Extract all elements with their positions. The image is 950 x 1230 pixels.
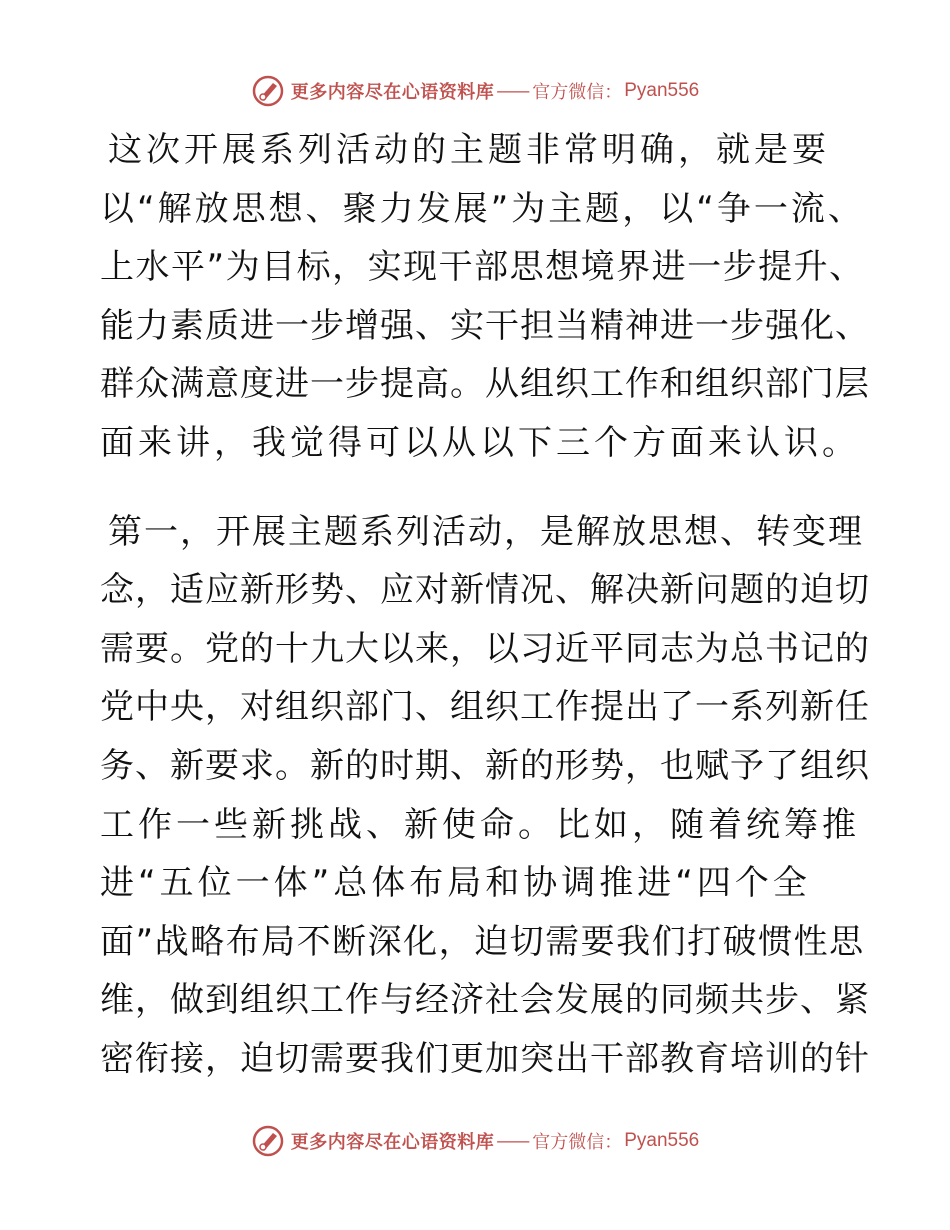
- banner-brand-text: 更多内容尽在心语资料库: [290, 1132, 495, 1153]
- banner-dash: ——: [496, 80, 529, 102]
- text-line: 党中央，对组织部门、组织工作提出了一系列新任: [100, 687, 870, 728]
- text-line: 进“五位一体”总体布局和协调推进“四个全: [100, 863, 811, 904]
- text-line: 面来讲，我觉得可以从以下三个方面来认识。: [100, 422, 860, 463]
- text-line: 上水平”为目标，实现干部思想境界进一步提升、: [100, 247, 865, 288]
- text-line: 念，适应新形势、应对新情况、解决新问题的迫切: [100, 570, 870, 611]
- paragraph-2: [100, 503, 870, 1089]
- text-line: 需要。党的十九大以来，以习近平同志为总书记的: [100, 628, 870, 669]
- text-line: 以“解放思想、聚力发展”为主题，以“争一流、: [100, 188, 865, 229]
- paragraph-1: [100, 121, 870, 473]
- header-banner: [0, 69, 950, 113]
- banner-wechat-id: Pyan556: [624, 80, 700, 101]
- banner-wechat-label: 官方微信：: [532, 82, 623, 103]
- text-line: 工作一些新挑战、新使命。比如，随着统筹推: [100, 804, 860, 845]
- text-line: 密衔接，迫切需要我们更加突出干部教育培训的针: [100, 1038, 870, 1079]
- banner-wechat-id: Pyan556: [624, 1130, 700, 1151]
- document-body: [100, 121, 870, 1089]
- text-line: 第一，开展主题系列活动，是解放思想、转变理: [108, 511, 864, 552]
- brand-logo-icon: [251, 1124, 285, 1158]
- text-line: 务、新要求。新的时期、新的形势，也赋予了组织: [100, 745, 870, 786]
- footer-banner: [0, 1119, 950, 1163]
- banner-dash: ——: [496, 1130, 529, 1152]
- banner-brand-text: 更多内容尽在心语资料库: [290, 82, 495, 103]
- text-line: 面”战略布局不断深化，迫切需要我们打破惯性思: [100, 921, 865, 962]
- brand-logo-icon: [251, 74, 285, 108]
- text-line: 群众满意度进一步提高。从组织工作和组织部门层: [100, 364, 870, 405]
- banner-wechat-label: 官方微信：: [532, 1132, 623, 1153]
- paragraph-gap: [100, 473, 870, 503]
- text-line: 这次开展系列活动的主题非常明确，就是要: [108, 130, 830, 170]
- text-line: 维，做到组织工作与经济社会发展的同频共步、紧: [100, 980, 870, 1021]
- text-line: 能力素质进一步增强、实干担当精神进一步强化、: [100, 305, 870, 346]
